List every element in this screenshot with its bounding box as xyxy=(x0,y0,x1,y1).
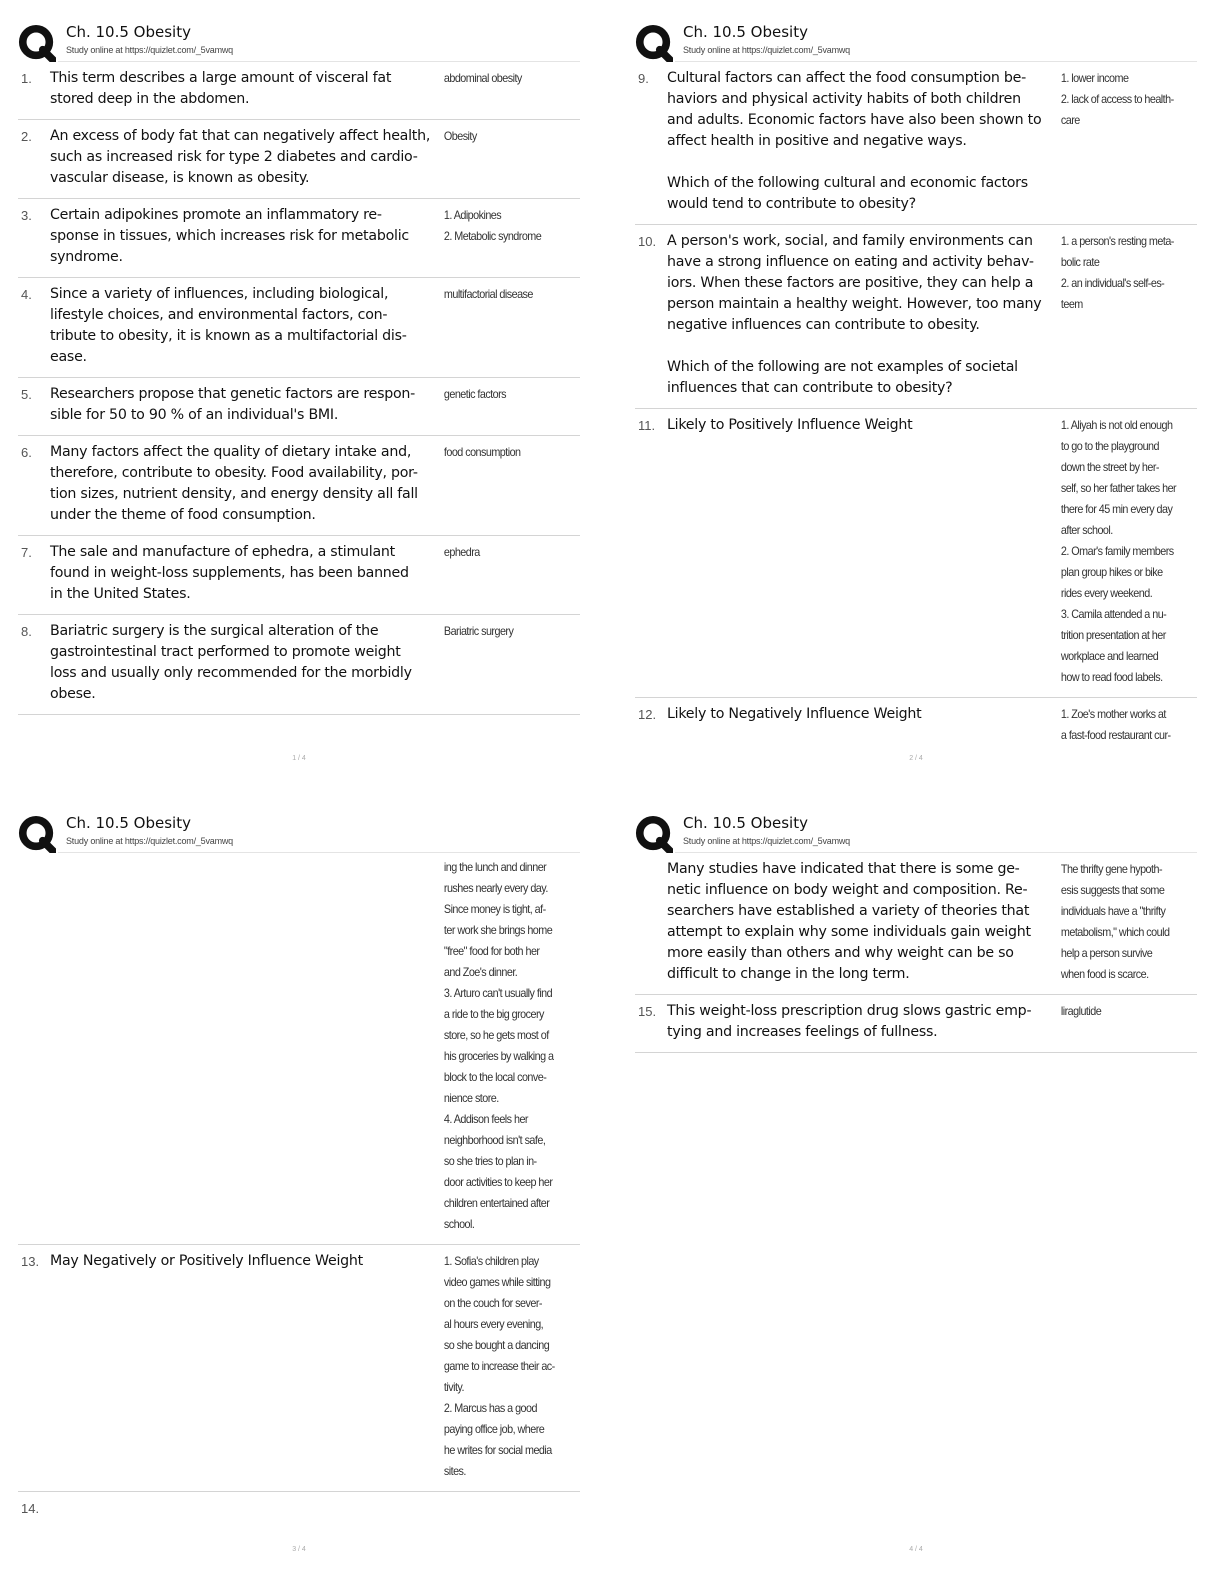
card-term xyxy=(50,1498,443,1519)
page-header xyxy=(18,20,580,62)
page-number: 3 / 4 xyxy=(292,1546,306,1553)
card-row-continued xyxy=(18,853,580,1245)
card-row xyxy=(635,995,1197,1053)
page-header xyxy=(18,811,580,853)
card-definition: 1. Zoe's mother works at a fast-food restaurant cur- xyxy=(1060,707,1171,742)
card-number: 6. xyxy=(21,445,32,460)
card-number: 12. xyxy=(638,707,657,722)
card-number xyxy=(18,857,50,1235)
card-definition: 1. Aliyah is not old enough to go to the playground down the street by her- self, so her father takes her there for 45 min every day after school. 2. Omar's family members plan group hikes or bike rides every weekend. 3. Camila attended a nu- trition presentation at her workplace and learned how to read food labels. xyxy=(1060,418,1177,684)
card-row-continued xyxy=(635,853,1197,995)
card-term: Cultural factors can affect the food consumption be- haviors and physical activity habits of both children and adults. Economic factors have also been shown to affect health in positive and negative ways. Which of the following cultural and economic factors would tend to contribute to obesity? xyxy=(667,70,1042,212)
page-title: Ch. 10.5 Obesity xyxy=(683,23,808,41)
page-1 xyxy=(18,20,580,780)
page-4 xyxy=(635,811,1197,1571)
card-row xyxy=(635,409,1197,698)
card-row xyxy=(18,120,580,199)
card-definition: 1. a person's resting meta- bolic rate 2. an individual's self-es- teem xyxy=(1060,234,1174,311)
page-title: Ch. 10.5 Obesity xyxy=(683,814,808,832)
card-number: 13. xyxy=(21,1254,40,1269)
card-number: 3. xyxy=(21,208,32,223)
card-term: This term describes a large amount of visceral fat stored deep in the abdomen. xyxy=(50,70,392,107)
card-definition xyxy=(443,1498,566,1519)
card-definition: The thrifty gene hypoth- esis suggests that some individuals have a "thrifty metabolism," which could help a person survive when food is scarce. xyxy=(1060,862,1170,981)
page-header xyxy=(635,811,1197,853)
study-link[interactable]: Study online at https://quizlet.com/_5vamwq xyxy=(683,45,850,55)
page-header xyxy=(635,20,1197,62)
card-definition: 1. Adipokines 2. Metabolic syndrome xyxy=(443,208,542,243)
quizlet-logo-icon xyxy=(635,815,673,853)
card-number: 8. xyxy=(21,624,32,639)
card-term: Researchers propose that genetic factors are respon- sible for 50 to 90 % of an individual's BMI. xyxy=(50,386,416,423)
card-term: Likely to Positively Influence Weight xyxy=(667,417,913,433)
page-number: 2 / 4 xyxy=(909,755,923,762)
page-number: 1 / 4 xyxy=(292,755,306,762)
card-row xyxy=(635,62,1197,225)
card-term: Since a variety of influences, including biological, lifestyle choices, and environmental factors, con- tribute to obesity, it is known as a multifactorial dis- ease. xyxy=(50,286,407,365)
card-list xyxy=(635,853,1197,1053)
card-term: Many factors affect the quality of dietary intake and, therefore, contribute to obesity. Food availability, por- tion sizes, nutrient density, and energy density all fall under the theme of food consumption. xyxy=(50,444,418,523)
card-term: May Negatively or Positively Influence Weight xyxy=(50,1253,363,1269)
card-number xyxy=(635,859,667,985)
card-row xyxy=(18,199,580,278)
card-term: Bariatric surgery is the surgical alteration of the gastrointestinal tract performed to promote weight loss and usually only recommended for the morbidly obese. xyxy=(50,623,412,702)
quizlet-logo-icon xyxy=(18,815,56,853)
card-definition: abdominal obesity xyxy=(443,71,522,85)
card-definition: multifactorial disease xyxy=(443,287,533,301)
card-definition: 1. lower income 2. lack of access to health- care xyxy=(1060,71,1174,127)
card-row xyxy=(18,278,580,378)
card-row xyxy=(18,62,580,120)
card-row xyxy=(18,1245,580,1492)
card-term: Likely to Negatively Influence Weight xyxy=(667,706,922,722)
study-link[interactable]: Study online at https://quizlet.com/_5vamwq xyxy=(66,45,233,55)
card-number: 4. xyxy=(21,287,32,302)
card-number: 9. xyxy=(638,71,649,86)
card-number: 1. xyxy=(21,71,32,86)
card-term: This weight-loss prescription drug slows gastric emp- tying and increases feelings of fullness. xyxy=(667,1003,1032,1040)
card-term: An excess of body fat that can negatively affect health, such as increased risk for type 2 diabetes and cardio- vascular disease, is known as obesity. xyxy=(50,128,431,186)
quizlet-logo-icon xyxy=(18,24,56,62)
card-row xyxy=(18,378,580,436)
card-number: 10. xyxy=(638,234,657,249)
card-definition: 1. Sofia's children play video games while sitting on the couch for sever- al hours every evening, so she bought a dancing game to increase their ac- tivity. 2. Marcus has a good paying office job, where he writes for social media sites. xyxy=(443,1254,555,1478)
card-term: Many studies have indicated that there is some ge- netic influence on body weight and composition. Re- searchers have established a variety of theories that attempt to explain why some individuals gain weight more easily than others and why weight can be so difficult to change in the long term. xyxy=(667,861,1031,982)
card-definition: liraglutide xyxy=(1060,1004,1102,1018)
card-definition: Bariatric surgery xyxy=(443,624,514,638)
card-row xyxy=(635,225,1197,409)
card-term: A person's work, social, and family environments can have a strong influence on eating and activity behav- iors. When these factors are positive, they can help a person maintain a healthy weight. However, too many negative influences can contribute to obesity. Which of the following are not examples of societal influences that can contribute to obesity? xyxy=(667,233,1042,396)
card-list xyxy=(18,62,580,715)
study-link[interactable]: Study online at https://quizlet.com/_5vamwq xyxy=(66,836,233,846)
card-row xyxy=(635,698,1197,755)
card-row xyxy=(18,615,580,715)
card-number: 11. xyxy=(638,418,656,433)
card-number: 7. xyxy=(21,545,32,560)
card-definition: ephedra xyxy=(443,545,480,559)
quizlet-logo-icon xyxy=(635,24,673,62)
card-row xyxy=(18,1492,580,1528)
card-term xyxy=(50,857,443,1235)
card-definition: food consumption xyxy=(443,445,521,459)
card-list xyxy=(18,853,580,1528)
card-row xyxy=(18,436,580,536)
page-title: Ch. 10.5 Obesity xyxy=(66,23,191,41)
card-definition: Obesity xyxy=(443,129,477,143)
card-number: 14. xyxy=(21,1501,40,1516)
page-number: 4 / 4 xyxy=(909,1546,923,1553)
card-row xyxy=(18,536,580,615)
card-term: The sale and manufacture of ephedra, a stimulant found in weight-loss supplements, has been banned in the United States. xyxy=(50,544,409,602)
card-term: Certain adipokines promote an inflammatory re- sponse in tissues, which increases risk for metabolic syndrome. xyxy=(50,207,409,265)
study-link[interactable]: Study online at https://quizlet.com/_5vamwq xyxy=(683,836,850,846)
card-definition: genetic factors xyxy=(443,387,507,401)
card-number: 5. xyxy=(21,387,32,402)
page-title: Ch. 10.5 Obesity xyxy=(66,814,191,832)
card-definition: ing the lunch and dinner rushes nearly every day. Since money is tight, af- ter work she brings home "free" food for both her and Zoe's dinner. 3. Arturo can't usually find a ride to the big grocery store, so he gets most of his groceries by walking a block to the local conve- nience store. 4. Addison feels her neighborhood isn't safe, so she tries to plan in- door activities to keep her children entertained after school. xyxy=(443,860,554,1231)
card-number: 2. xyxy=(21,129,32,144)
page-3 xyxy=(18,811,580,1571)
page-2 xyxy=(635,20,1197,780)
card-number: 15. xyxy=(638,1004,657,1019)
card-list xyxy=(635,62,1197,755)
